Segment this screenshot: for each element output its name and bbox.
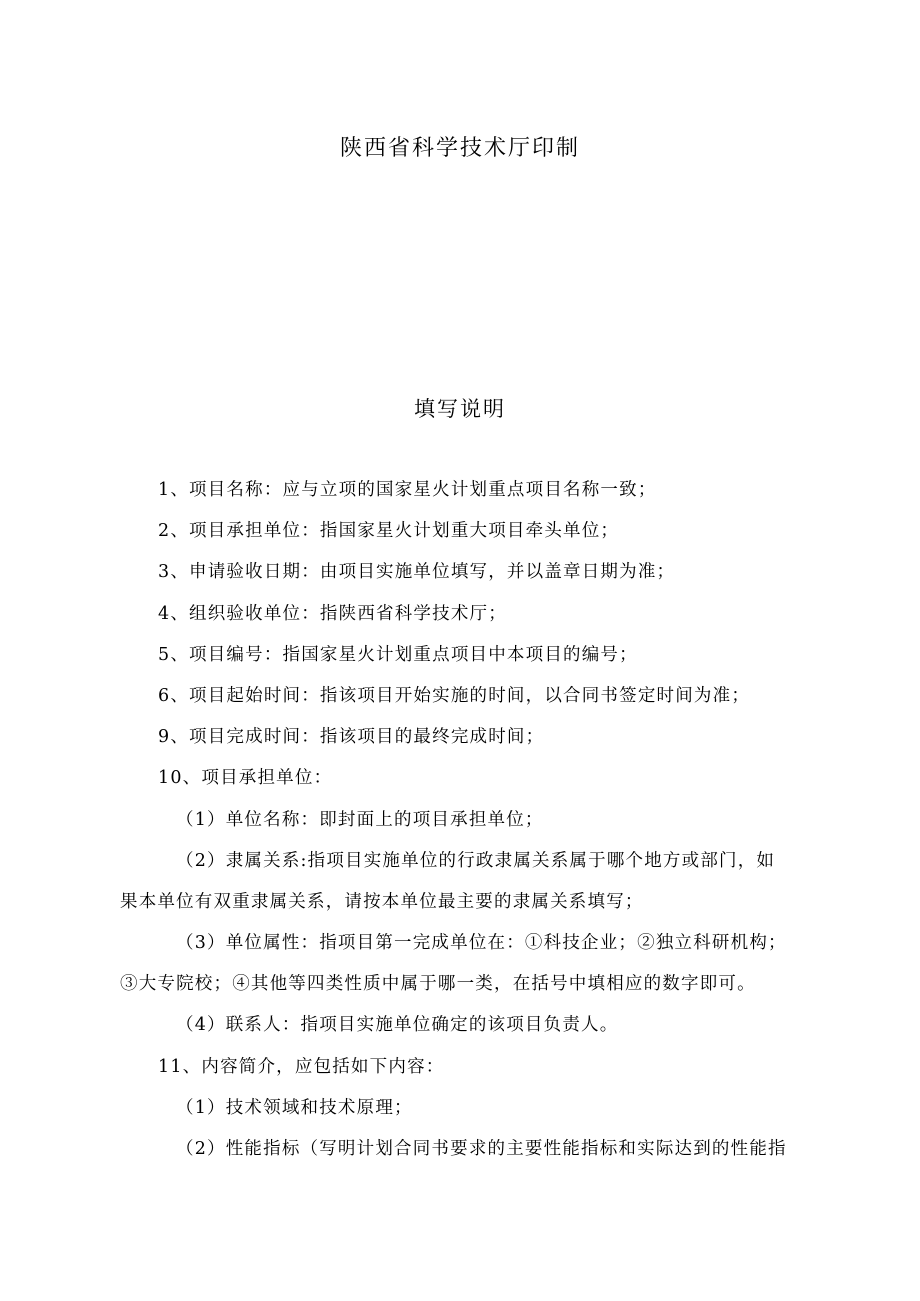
instruction-item: 6、项目起始时间：指该项目开始实施的时间，以合同书签定时间为准；	[158, 685, 751, 706]
instruction-subitem: （3）单位属性：指项目第一完成单位在：①科技企业；②独立科研机构；	[176, 933, 787, 954]
instruction-subitem: （2）性能指标（写明计划合同书要求的主要性能指标和实际达到的性能指	[176, 1139, 787, 1159]
instructions-body	[120, 470, 820, 1170]
instruction-item: 1、项目名称：应与立项的国家星火计划重点项目名称一致；	[158, 480, 657, 500]
instruction-continuation: ③大专院校；④其他等四类性质中属于哪一类，在括号中填相应的数字即可。	[120, 974, 756, 995]
instruction-item: 10、项目承担单位：	[158, 768, 333, 789]
instruction-item: 9、项目完成时间：指该项目的最终完成时间；	[158, 727, 545, 748]
instruction-item: 4、组织验收单位：指陕西省科学技术厅；	[158, 603, 507, 624]
publisher-line: 陕西省科学技术厅印制	[339, 136, 580, 161]
instruction-item: 2、项目承担单位：指国家星火计划重大项目牵头单位；	[158, 521, 620, 542]
section-title: 填写说明	[414, 397, 506, 421]
instruction-item: 5、项目编号：指国家星火计划重点项目中本项目的编号；	[158, 644, 638, 665]
instruction-subitem: （1）技术领域和技术原理；	[176, 1097, 413, 1118]
instruction-subitem: （1）单位名称：即封面上的项目承担单位；	[176, 809, 544, 830]
instruction-subitem: （4）联系人：指项目实施单位确定的该项目负责人。	[176, 1015, 619, 1036]
instruction-subitem: （2）隶属关系:指项目实施单位的行政隶属关系属于哪个地方或部门，如	[176, 850, 776, 871]
instruction-item: 11、内容简介，应包括如下内容：	[158, 1056, 445, 1077]
instruction-continuation: 果本单位有双重隶属关系，请按本单位最主要的隶属关系填写；	[120, 891, 644, 912]
instruction-item: 3、申请验收日期：由项目实施单位填写，并以盖章日期为准；	[158, 562, 676, 583]
